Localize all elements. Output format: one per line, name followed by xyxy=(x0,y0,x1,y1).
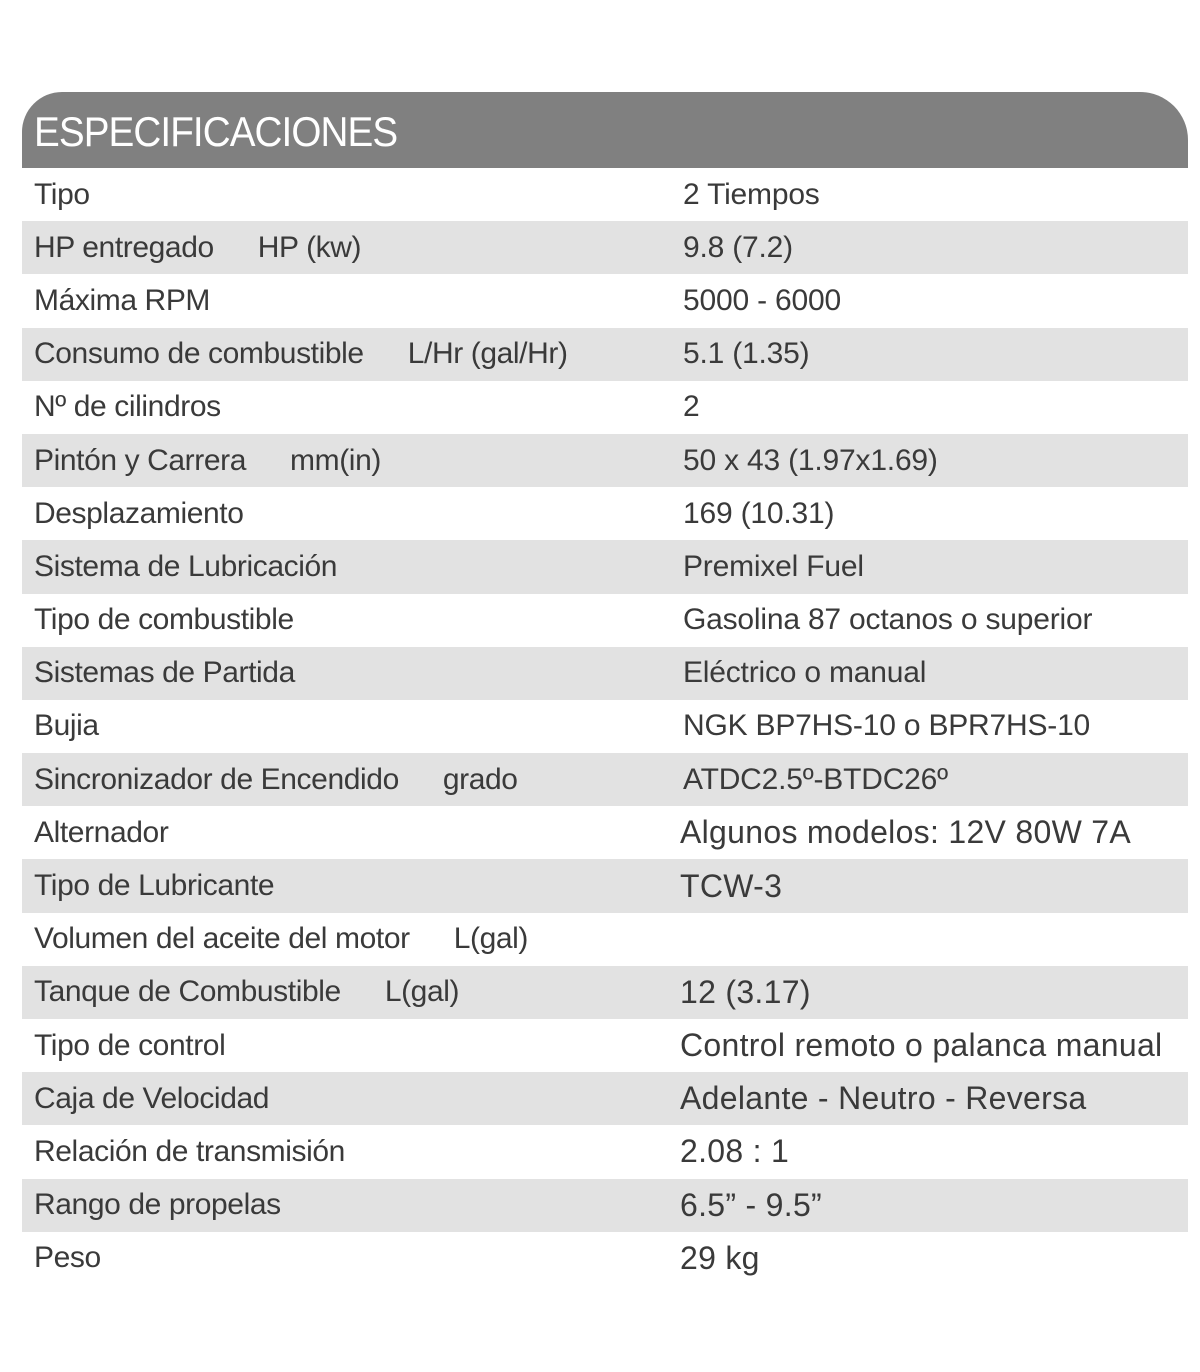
spec-row xyxy=(22,328,1188,381)
specifications-table xyxy=(22,168,1188,1285)
spec-label xyxy=(34,444,381,478)
spec-value: 6.5” - 9.5” xyxy=(680,1186,823,1223)
spec-row xyxy=(22,1232,1188,1285)
spec-row xyxy=(22,1125,1188,1178)
spec-label xyxy=(34,337,568,371)
spec-row xyxy=(22,1019,1188,1072)
spec-value: Algunos modelos: 12V 80W 7A xyxy=(680,814,1132,851)
spec-row xyxy=(22,966,1188,1019)
spec-label-text: Peso xyxy=(34,1241,101,1275)
spec-row xyxy=(22,806,1188,859)
spec-label xyxy=(34,178,90,212)
spec-label xyxy=(34,603,294,637)
spec-unit: L/Hr (gal/Hr) xyxy=(407,337,568,371)
spec-value: 5000 - 6000 xyxy=(683,283,841,317)
spec-unit: L(gal) xyxy=(384,975,460,1009)
spec-value: 29 kg xyxy=(680,1239,760,1276)
spec-label xyxy=(34,763,518,797)
spec-label-text: Alternador xyxy=(34,815,169,849)
spec-label-text: Sistema de Lubricación xyxy=(34,549,338,583)
spec-row xyxy=(22,859,1188,912)
spec-row xyxy=(22,434,1188,487)
spec-label-text: Volumen del aceite del motor xyxy=(34,922,410,956)
specifications-card xyxy=(22,92,1188,1285)
spec-label-text: Bujia xyxy=(34,709,99,743)
spec-label xyxy=(34,550,337,584)
spec-label-text: Caja de Velocidad xyxy=(34,1081,270,1115)
spec-label xyxy=(34,1082,269,1116)
spec-row xyxy=(22,1179,1188,1232)
spec-label-text: Relación de transmisión xyxy=(34,1134,345,1168)
spec-label xyxy=(34,1188,281,1222)
spec-label xyxy=(34,497,244,531)
spec-row xyxy=(22,594,1188,647)
spec-row xyxy=(22,381,1188,434)
spec-label-text: Tipo de control xyxy=(34,1028,226,1062)
spec-row xyxy=(22,221,1188,274)
spec-row xyxy=(22,913,1188,966)
specifications-title: ESPECIFICACIONES xyxy=(34,108,398,155)
spec-label-text: Tipo de combustible xyxy=(34,603,294,637)
specifications-header xyxy=(22,92,1188,168)
spec-row xyxy=(22,274,1188,327)
spec-label-text: Sincronizador de Encendido xyxy=(34,762,399,796)
spec-row xyxy=(22,647,1188,700)
spec-label xyxy=(34,1241,101,1275)
spec-value: 2 xyxy=(683,390,700,424)
spec-label-text: Rango de propelas xyxy=(34,1188,281,1222)
spec-label xyxy=(34,390,221,424)
spec-value: Gasolina 87 octanos o superior xyxy=(683,603,1093,637)
spec-label-text: Nº de cilindros xyxy=(34,390,221,424)
spec-label xyxy=(34,1029,225,1063)
spec-value: 2 Tiempos xyxy=(683,177,820,211)
spec-value: Eléctrico o manual xyxy=(683,656,927,690)
spec-unit: L(gal) xyxy=(453,922,529,956)
spec-value: 9.8 (7.2) xyxy=(683,230,793,264)
spec-value: Control remoto o palanca manual xyxy=(680,1027,1163,1064)
spec-label xyxy=(34,816,168,850)
spec-label-text: Máxima RPM xyxy=(34,283,211,317)
spec-unit: HP (kw) xyxy=(257,230,362,264)
spec-label-text: Tipo xyxy=(34,177,90,211)
spec-label xyxy=(34,922,528,956)
spec-row xyxy=(22,1072,1188,1125)
spec-label-text: Sistemas de Partida xyxy=(34,656,295,690)
spec-label-text: Desplazamiento xyxy=(34,496,244,530)
spec-label-text: HP entregado xyxy=(34,230,214,264)
spec-label xyxy=(34,656,295,690)
spec-value: NGK BP7HS-10 o BPR7HS-10 xyxy=(683,709,1091,743)
spec-row xyxy=(22,540,1188,593)
spec-value: ATDC2.5º-BTDC26º xyxy=(683,762,948,796)
spec-value: Premixel Fuel xyxy=(683,549,864,583)
spec-label xyxy=(34,975,459,1009)
spec-label xyxy=(34,231,361,265)
spec-unit: mm(in) xyxy=(290,443,381,477)
spec-value: 169 (10.31) xyxy=(683,496,835,530)
spec-row xyxy=(22,753,1188,806)
spec-label xyxy=(34,709,99,743)
spec-row xyxy=(22,700,1188,753)
spec-label-text: Pintón y Carrera xyxy=(34,443,247,477)
spec-row xyxy=(22,168,1188,221)
spec-value: 50 x 43 (1.97x1.69) xyxy=(683,443,938,477)
spec-label xyxy=(34,1135,345,1169)
spec-unit: grado xyxy=(442,762,518,796)
spec-value: 2.08 : 1 xyxy=(680,1133,790,1170)
spec-row xyxy=(22,487,1188,540)
spec-value: Adelante - Neutro - Reversa xyxy=(680,1080,1087,1117)
spec-label-text: Tipo de Lubricante xyxy=(34,869,275,903)
spec-value: TCW-3 xyxy=(680,867,783,904)
spec-label-text: Consumo de combustible xyxy=(34,337,364,371)
spec-value: 12 (3.17) xyxy=(680,973,811,1010)
spec-label xyxy=(34,284,210,318)
spec-label-text: Tanque de Combustible xyxy=(34,975,341,1009)
spec-value: 5.1 (1.35) xyxy=(683,337,810,371)
spec-label xyxy=(34,869,274,903)
